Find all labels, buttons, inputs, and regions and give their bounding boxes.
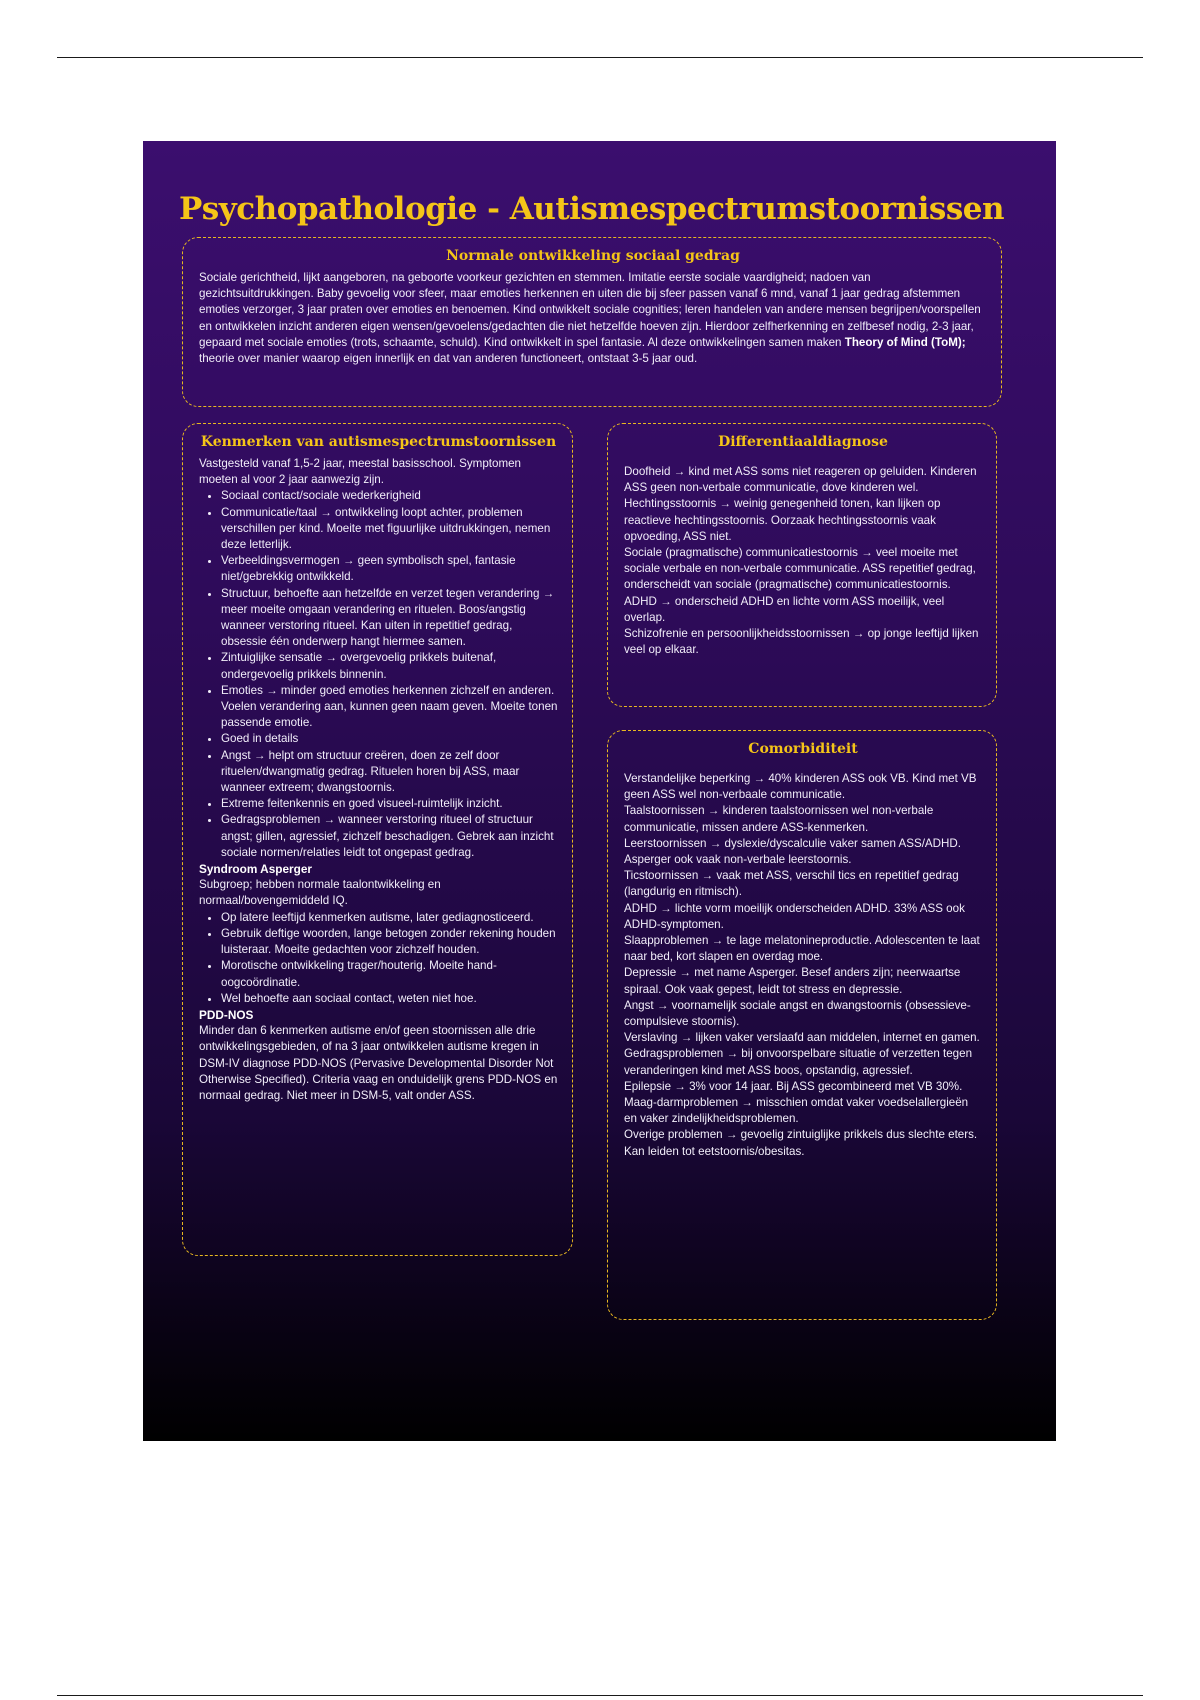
asperger-intro: Subgroep; hebben normale taalontwikkeling en normaal/bovengemiddeld IQ. (199, 878, 441, 908)
page-title: Psychopathologie - Autismespectrumstoornissen (179, 191, 1005, 227)
comorbidity-line: ADHD → lichte vorm moeilijk onderscheiden ADHD. 33% ASS ook ADHD-symptomen. (624, 901, 965, 931)
section-text: Sociale gerichtheid, lijkt aangeboren, na geboorte voorkeur gezichten en stemmen. Imitatie eerste sociale vaardigheid; nadoen van gezichtsuitdrukkingen. Baby gevoelig voor sfeer, maar emoties herkennen en uiten die bij sfeer passen vanaf 6 mnd, vanaf 1 jaar gedrag afstemmen emoties verzorger, 3 jaar praten over emoties en benoemen. Kind ontwikkelt sociale cognities; leren handelen van andere mensen begrijpen/voorspellen en ontwikkelen inzicht anderen eigen wensen/gevoelens/gedachten die niet hetzelfde hoeven zijn. Hierdoor zelfherkenning en zelfbesef nodig, 2-3 jaar, gepaard met sociale emoties (trots, schaamte, schuld). Kind ontwikkelt in spel fantasie. Al deze ontwikkelingen samen maken Theory of Mind (ToM); theorie over manier waarop eigen innerlijk en dat van anderen functioneert, ontstaat 3-5 jaar oud. (199, 271, 981, 366)
kenmerken-list (199, 488, 558, 861)
comorbidity-line: Maag-darmproblemen → misschien omdat vaker voedselallergieën en vaker zindelijkheidsproblemen. (624, 1096, 969, 1126)
theory-of-mind-term: Theory of Mind (ToM); (844, 335, 966, 349)
section-heading: Kenmerken van autismespectrumstoornissen (200, 434, 557, 450)
list-item: • Gebruik deftige woorden, lange betogen zonder rekening houden luisteraar. Moeite gedachten voor zichzelf houden. (221, 926, 558, 958)
comorbidity-line: Taalstoornissen → kinderen taalstoornissen wel non-verbale communicatie, missen andere ASS-kenmerken. (624, 804, 934, 834)
comorbidity-line: Verstandelijke beperking → 40% kinderen ASS ook VB. Kind met VB geen ASS wel non-verbaale communicatie. (624, 772, 977, 802)
list-item: • Wel behoefte aan sociaal contact, weten niet hoe. (221, 991, 558, 1007)
section-differentiaaldiagnose (607, 423, 997, 707)
diagnosis-line: Schizofrenie en persoonlijkheidsstoornissen → op jonge leeftijd lijken veel op elkaar. (624, 627, 979, 657)
list-item: • Sociaal contact/sociale wederkerigheid (221, 488, 558, 504)
comorbidity-line: Leerstoornissen → dyslexie/dyscalculie vaker samen ASS/ADHD. Asperger ook vaak non-verbale leerstoornis. (624, 836, 962, 867)
comorbidity-line: Verslaving → lijken vaker verslaafd aan middelen, internet en gamen. (624, 1031, 980, 1045)
list-item: • Emoties → minder goed emoties herkennen zichzelf en anderen. Voelen verandering aan, kunnen geen naam geven. Moeite tonen passende emotie. (221, 683, 558, 732)
pdd-nos-text: Minder dan 6 kenmerken autisme en/of geen stoornissen alle drie ontwikkelingsgebieden, of na 3 jaar ontwikkelen autisme kregen in DSM-IV diagnose PDD-NOS (Pervasive Developmental Disorder Not Otherwise Specified). Criteria vaag en onduidelijk grens PDD-NOS en normaal gedrag. Niet meer in DSM-5, valt onder ASS. (199, 1024, 558, 1102)
poster (143, 141, 1056, 1441)
section-heading: Comorbiditeit (748, 741, 858, 757)
list-item: • Morotische ontwikkeling trager/houterig. Moeite hand-oogcoördinatie. (221, 958, 558, 990)
section-kenmerken (182, 423, 573, 1256)
list-item: • Op latere leeftijd kenmerken autisme, later gediagnosticeerd. (221, 910, 558, 926)
section-heading: Normale ontwikkeling sociaal gedrag (446, 248, 740, 264)
section-heading: Differentiaaldiagnose (718, 434, 888, 450)
diagnosis-line: Sociale (pragmatische) communicatiestoornis → veel moeite met sociale verbale en non-verbale communicatie. ASS repetitief gedrag, onderscheidt van sociale (pragmatische) communicatiestoornis. (624, 546, 976, 592)
section-comorbiditeit (607, 730, 997, 1320)
diagnosis-line: Hechtingsstoornis → weinig genegenheid tonen, kan lijken op reactieve hechtingsstoornis. Oorzaak hechtingsstoornis vaak opvoeding, ASS niet. (624, 497, 941, 543)
list-item: • Zintuiglijke sensatie → overgevoelig prikkels buitenaf, ondergevoelig prikkels binnenin. (221, 650, 558, 682)
intro-text: Vastgesteld vanaf 1,5-2 jaar, meestal basisschool. Symptomen moeten al voor 2 jaar aanwezig zijn. (199, 457, 522, 487)
diagnosis-line: ADHD → onderscheid ADHD en lichte vorm ASS moeilijk, veel overlap. (624, 594, 945, 624)
list-item: • Gedragsproblemen → wanneer verstoring ritueel of structuur angst; gillen, agressief, zichzelf beschadigen. Gebrek aan inzicht sociale normen/relaties leidt tot ongepast gedrag. (221, 812, 558, 861)
comorbidity-line: Slaapproblemen → te lage melatonineproductie. Adolescenten te laat naar bed, kort slapen en overdag moe. (624, 934, 980, 964)
list-item: • Angst → helpt om structuur creëren, doen ze zelf door rituelen/dwangmatig gedrag. Rituelen horen bij ASS, maar wanneer extreem; dwangstoornis. (221, 748, 558, 797)
comorbidity-line: Overige problemen → gevoelig zintuiglijke prikkels dus slechte eters. Kan leiden tot eetstoornis/obesitas. (624, 1128, 978, 1158)
comorbidity-line: Angst → voornamelijk sociale angst en dwangstoornis (obsessieve-compulsieve stoornis). (624, 998, 971, 1029)
top-rule (57, 57, 1143, 58)
comorbidity-line: Ticstoornissen → vaak met ASS, verschil tics en repetitief gedrag (langdurig en ritmisch). (624, 869, 959, 899)
pdd-nos-heading: PDD-NOS (199, 1007, 254, 1022)
bottom-rule (57, 1695, 1143, 1696)
diagnosis-line: Doofheid → kind met ASS soms niet reageren op geluiden. Kinderen ASS geen non-verbale communicatie, dove kinderen wel. (624, 465, 977, 495)
comorbidity-line: Depressie → met name Asperger. Besef anders zijn; neerwaartse spiraal. Ook vaak gepest, leidt tot stress en depressie. (624, 966, 961, 996)
comorbidity-line: Gedragsproblemen → bij onvoorspelbare situatie of verzetten tegen veranderingen kind met ASS boos, opstandig, agressief. (624, 1047, 973, 1077)
list-item: • Goed in details (221, 731, 558, 747)
list-item: • Structuur, behoefte aan hetzelfde en verzet tegen verandering → meer moeite omgaan verandering en rituelen. Boos/angstig wanneer verstoring ritueel. Kan uiten in repetitief gedrag, obsessie één onderwerp hangt hiermee samen. (221, 586, 558, 651)
asperger-heading: Syndroom Asperger (199, 862, 312, 877)
asperger-list (199, 910, 558, 1007)
list-item: • Communicatie/taal → ontwikkeling loopt achter, problemen verschillen per kind. Moeite met figuurlijke uitdrukkingen, nemen deze letterlijk. (221, 505, 558, 554)
list-item: • Extreme feitenkennis en goed visueel-ruimtelijk inzicht. (221, 796, 558, 812)
section-normale-ontwikkeling (182, 237, 1002, 407)
list-item: • Verbeeldingsvermogen → geen symbolisch spel, fantasie niet/gebrekkig ontwikkeld. (221, 553, 558, 585)
comorbidity-line: Epilepsie → 3% voor 14 jaar. Bij ASS gecombineerd met VB 30%. (624, 1079, 963, 1093)
